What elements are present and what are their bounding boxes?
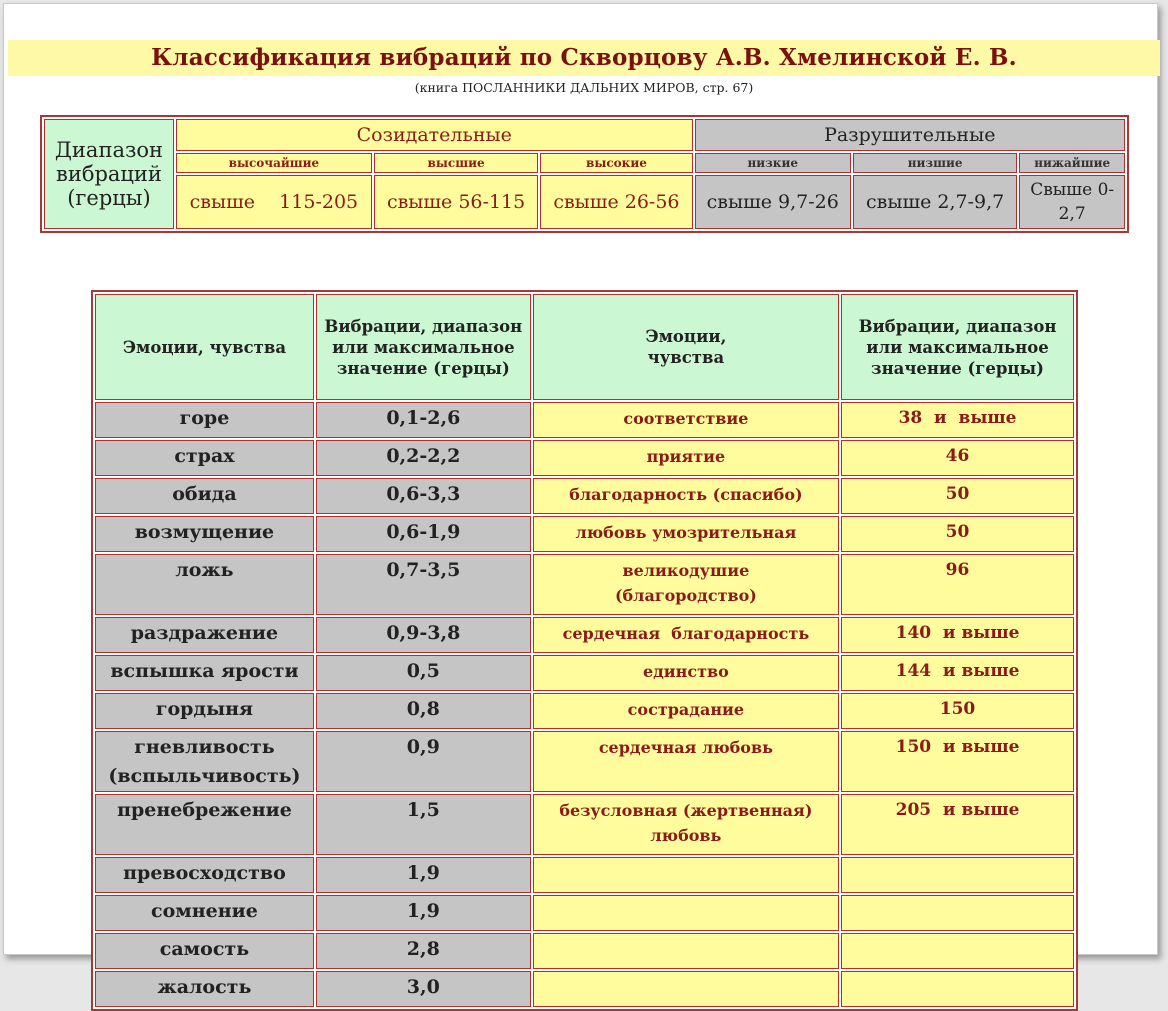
positive-value: 150 и выше bbox=[841, 731, 1074, 792]
table-row bbox=[95, 933, 1074, 969]
table-row bbox=[95, 440, 1074, 476]
positive-value bbox=[841, 857, 1074, 893]
table-row bbox=[95, 655, 1074, 691]
level-range: Свыше 0-2,7 bbox=[1019, 175, 1125, 229]
header-negative-emotions: Эмоции, чувства bbox=[95, 294, 314, 400]
positive-emotion: благодарность (спасибо) bbox=[533, 478, 839, 514]
table-row bbox=[95, 857, 1074, 893]
positive-emotion: великодушие (благородство) bbox=[533, 554, 839, 615]
level-name: высшие bbox=[374, 153, 538, 173]
negative-emotion: вспышка ярости bbox=[95, 655, 314, 691]
header-positive-vibrations: Вибрации, диапазон или максимальное значение (герцы) bbox=[841, 294, 1074, 400]
page-title: Классификация вибраций по Скворцову А.В. Хмелинской Е. В. bbox=[151, 44, 1017, 71]
negative-emotion: возмущение bbox=[95, 516, 314, 552]
positive-emotion: приятие bbox=[533, 440, 839, 476]
level-range: свыше 115-205 bbox=[176, 175, 372, 229]
vibration-range-table bbox=[40, 115, 1129, 233]
negative-value: 0,6-1,9 bbox=[316, 516, 531, 552]
table-row bbox=[95, 693, 1074, 729]
positive-emotion: сердечная благодарность bbox=[533, 617, 839, 653]
negative-value: 0,7-3,5 bbox=[316, 554, 531, 615]
negative-value: 0,2-2,2 bbox=[316, 440, 531, 476]
negative-value: 1,9 bbox=[316, 895, 531, 931]
level-name: низшие bbox=[853, 153, 1017, 173]
negative-emotion: обида bbox=[95, 478, 314, 514]
positive-emotion: единство bbox=[533, 655, 839, 691]
table-row bbox=[95, 402, 1074, 438]
table-row bbox=[95, 554, 1074, 615]
negative-value: 0,8 bbox=[316, 693, 531, 729]
negative-emotion: гордыня bbox=[95, 693, 314, 729]
emotions-table bbox=[91, 290, 1078, 1011]
header-negative-vibrations: Вибрации, диапазон или максимальное значение (герцы) bbox=[316, 294, 531, 400]
negative-emotion: горе bbox=[95, 402, 314, 438]
negative-emotion: ложь bbox=[95, 554, 314, 615]
table-row bbox=[95, 478, 1074, 514]
positive-value: 140 и выше bbox=[841, 617, 1074, 653]
negative-value: 0,9-3,8 bbox=[316, 617, 531, 653]
positive-value: 205 и выше bbox=[841, 794, 1074, 855]
positive-emotion: сострадание bbox=[533, 693, 839, 729]
header-positive-emotions: Эмоции, чувства bbox=[533, 294, 839, 400]
negative-emotion: самость bbox=[95, 933, 314, 969]
level-range: свыше 2,7-9,7 bbox=[853, 175, 1017, 229]
level-range: свыше 9,7-26 bbox=[695, 175, 851, 229]
positive-emotion: сердечная любовь bbox=[533, 731, 839, 792]
table-row bbox=[95, 794, 1074, 855]
negative-value: 1,9 bbox=[316, 857, 531, 893]
negative-value: 0,6-3,3 bbox=[316, 478, 531, 514]
level-name: высокие bbox=[540, 153, 692, 173]
negative-value: 0,1-2,6 bbox=[316, 402, 531, 438]
negative-value: 0,5 bbox=[316, 655, 531, 691]
level-name: нижайшие bbox=[1019, 153, 1125, 173]
negative-emotion: раздражение bbox=[95, 617, 314, 653]
positive-value: 50 bbox=[841, 478, 1074, 514]
negative-emotion: сомнение bbox=[95, 895, 314, 931]
page-subtitle: (книга ПОСЛАННИКИ ДАЛЬНИХ МИРОВ, стр. 67) bbox=[414, 80, 754, 95]
category-creative: Созидательные bbox=[176, 119, 693, 151]
level-range: свыше 56-115 bbox=[374, 175, 538, 229]
negative-emotion: жалость bbox=[95, 971, 314, 1007]
positive-value: 38 и выше bbox=[841, 402, 1074, 438]
negative-emotion: пренебрежение bbox=[95, 794, 314, 855]
level-name: высочайшие bbox=[176, 153, 372, 173]
positive-value bbox=[841, 895, 1074, 931]
negative-emotion: гневливость (вспыльчивость) bbox=[95, 731, 314, 792]
positive-value bbox=[841, 933, 1074, 969]
table-row bbox=[95, 516, 1074, 552]
negative-value: 2,8 bbox=[316, 933, 531, 969]
negative-value: 3,0 bbox=[316, 971, 531, 1007]
positive-emotion bbox=[533, 971, 839, 1007]
range-row-header: Диапазон вибраций (герцы) bbox=[44, 119, 174, 229]
level-range: свыше 26-56 bbox=[540, 175, 692, 229]
negative-value: 0,9 bbox=[316, 731, 531, 792]
positive-emotion bbox=[533, 857, 839, 893]
table-row bbox=[95, 971, 1074, 1007]
table-row bbox=[95, 895, 1074, 931]
positive-value: 96 bbox=[841, 554, 1074, 615]
positive-emotion bbox=[533, 933, 839, 969]
category-destructive: Разрушительные bbox=[695, 119, 1125, 151]
positive-emotion: безусловная (жертвенная) любовь bbox=[533, 794, 839, 855]
positive-emotion bbox=[533, 895, 839, 931]
positive-value: 50 bbox=[841, 516, 1074, 552]
table-row bbox=[95, 731, 1074, 792]
positive-value bbox=[841, 971, 1074, 1007]
negative-emotion: превосходство bbox=[95, 857, 314, 893]
positive-emotion: соответствие bbox=[533, 402, 839, 438]
table-row bbox=[95, 617, 1074, 653]
positive-value: 46 bbox=[841, 440, 1074, 476]
negative-value: 1,5 bbox=[316, 794, 531, 855]
negative-emotion: страх bbox=[95, 440, 314, 476]
level-name: низкие bbox=[695, 153, 851, 173]
positive-value: 150 bbox=[841, 693, 1074, 729]
positive-value: 144 и выше bbox=[841, 655, 1074, 691]
positive-emotion: любовь умозрительная bbox=[533, 516, 839, 552]
